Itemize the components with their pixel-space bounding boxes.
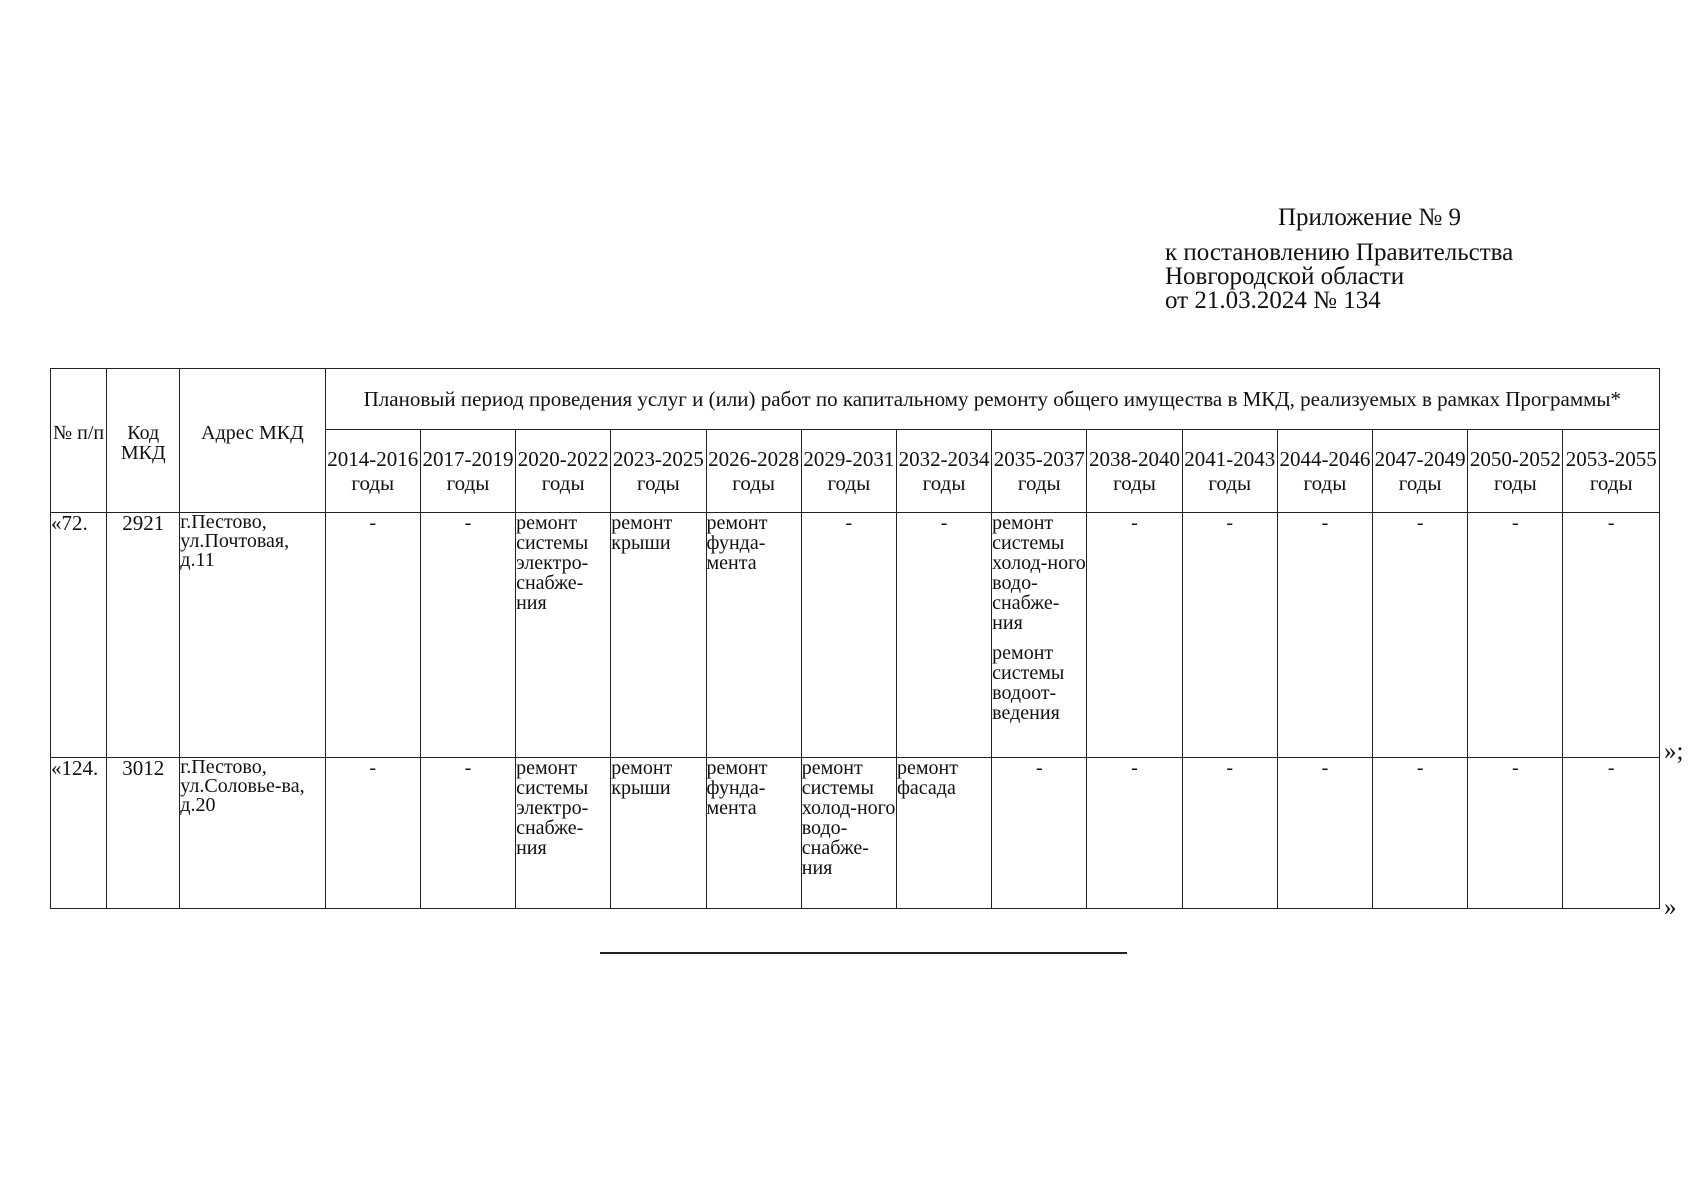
repair-work-item: ремонт системы водоот-ведения [992, 642, 1065, 724]
period-cell: ремонт системы холод-ного водо-снабже-ния [801, 758, 896, 909]
period-cell: ремонт крыши [611, 758, 706, 909]
appendix-date-line: от 21.03.2024 № 134 [1165, 287, 1381, 314]
period-cell-empty: - [1182, 513, 1277, 758]
period-cell-empty: - [420, 513, 515, 758]
period-cell-empty: - [1277, 513, 1372, 758]
header-period: 2044-2046 годы [1277, 430, 1372, 513]
header-building-address: Адрес МКД [180, 369, 325, 513]
header-period: 2047-2049 годы [1373, 430, 1468, 513]
building-code: 2921 [107, 513, 180, 758]
appendix-region-line: Новгородской области [1165, 263, 1405, 290]
period-cell: ремонт фунда-мента [706, 513, 801, 758]
row-end-quote: »; [1664, 738, 1684, 765]
period-cell: ремонт фунда-мента [706, 758, 801, 909]
appendix-decree-line: к постановлению Правительства [1165, 239, 1514, 266]
period-cell [992, 513, 1087, 758]
table-row [51, 758, 1660, 909]
period-cell-empty: - [992, 758, 1087, 909]
period-cell-empty: - [1373, 758, 1468, 909]
period-cell-empty: - [801, 513, 896, 758]
period-cell-empty: - [1277, 758, 1372, 909]
period-cell-empty: - [1468, 513, 1563, 758]
appendix-header [1165, 206, 1635, 313]
header-period: 2050-2052 годы [1468, 430, 1563, 513]
header-building-code: Код МКД [107, 369, 180, 513]
header-period: 2020-2022 годы [516, 430, 611, 513]
row-number: «72. [51, 513, 107, 758]
header-planning-period: Плановый период проведения услуг и (или) работ по капитальному ремонту общего имущества в МКД, реализуемых в рамках Программы* [325, 369, 1659, 430]
period-cell-empty: - [325, 513, 420, 758]
period-cell-empty: - [1563, 513, 1660, 758]
period-cell: ремонт системы электро-снабже-ния [516, 758, 611, 909]
period-cell-empty: - [420, 758, 515, 909]
table-row [51, 513, 1660, 758]
header-period: 2026-2028 годы [706, 430, 801, 513]
header-period: 2032-2034 годы [896, 430, 991, 513]
building-address: г.Пестово, ул.Почтовая, д.11 [180, 513, 325, 758]
header-period: 2035-2037 годы [992, 430, 1087, 513]
building-address: г.Пестово, ул.Соловье-ва, д.20 [180, 758, 325, 909]
period-cell-empty: - [1563, 758, 1660, 909]
header-period: 2023-2025 годы [611, 430, 706, 513]
building-code: 3012 [107, 758, 180, 909]
period-cell: ремонт крыши [611, 513, 706, 758]
row-end-quote: » [1664, 894, 1677, 921]
header-period: 2053-2055 годы [1563, 430, 1660, 513]
period-cell-empty: - [1468, 758, 1563, 909]
repair-schedule-table [50, 368, 1660, 909]
period-cell-empty: - [1087, 513, 1182, 758]
period-cell: ремонт системы электро-снабже-ния [516, 513, 611, 758]
period-cell-empty: - [1373, 513, 1468, 758]
period-cell: ремонт фасада [896, 758, 991, 909]
period-cell-empty: - [1087, 758, 1182, 909]
period-cell-empty: - [1182, 758, 1277, 909]
table-body [51, 513, 1660, 909]
header-row-number: № п/п [51, 369, 107, 513]
header-period: 2041-2043 годы [1182, 430, 1277, 513]
row-number: «124. [51, 758, 107, 909]
repair-work-item: ремонт системы холод-ного водо-снабже-ния [992, 512, 1086, 634]
period-cell-empty: - [325, 758, 420, 909]
header-period: 2029-2031 годы [801, 430, 896, 513]
appendix-title: Приложение № 9 [1278, 204, 1462, 231]
header-period: 2038-2040 годы [1087, 430, 1182, 513]
header-period: 2017-2019 годы [420, 430, 515, 513]
bottom-separator-line [600, 952, 1127, 954]
period-cell-empty: - [896, 513, 991, 758]
header-period: 2014-2016 годы [325, 430, 420, 513]
